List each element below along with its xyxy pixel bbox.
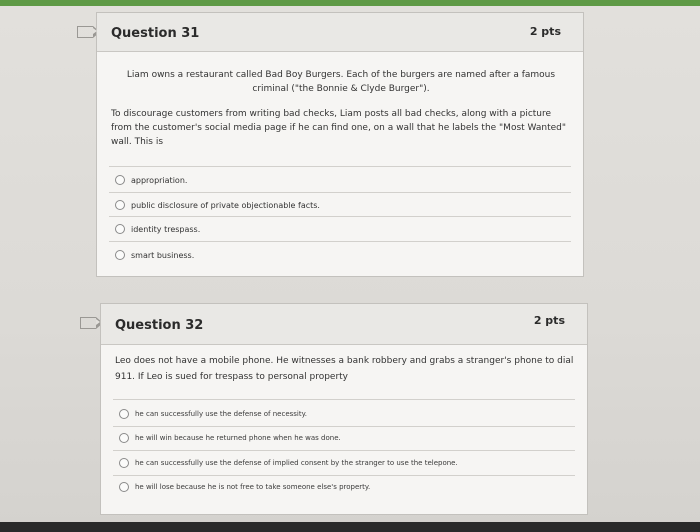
answer-option[interactable] <box>115 198 320 212</box>
question-line: from the customer's social media page if he can find one, on a wall that he labels the "Most Wanted" <box>111 123 566 133</box>
radio-button[interactable] <box>119 458 129 468</box>
question-card-31 <box>96 12 584 277</box>
flag-question-icon[interactable] <box>77 26 93 38</box>
question-title: Question 31 <box>111 26 200 41</box>
radio-button[interactable] <box>119 409 129 419</box>
answer-option[interactable] <box>119 407 307 421</box>
radio-button[interactable] <box>115 250 125 260</box>
question-line: Leo does not have a mobile phone. He witnesses a bank robbery and grabs a stranger's phone to dial <box>115 356 574 366</box>
question-card-32 <box>100 303 588 515</box>
answer-label: appropriation. <box>131 175 188 185</box>
answer-option[interactable] <box>115 248 194 262</box>
answer-option[interactable] <box>119 480 370 494</box>
radio-button[interactable] <box>115 224 125 234</box>
answer-option[interactable] <box>115 173 187 187</box>
radio-button[interactable] <box>119 433 129 443</box>
divider <box>109 166 571 167</box>
question-points: 2 pts <box>533 314 565 327</box>
question-points: 2 pts <box>529 25 561 38</box>
question-line: To discourage customers from writing bad checks, Liam posts all bad checks, along with a picture <box>111 109 552 119</box>
answer-label: he will win because he returned phone when he was done. <box>135 434 341 442</box>
prompt-line: Liam owns a restaurant called Bad Boy Burgers. Each of the burgers are named after a famous <box>126 70 556 80</box>
question-header <box>97 13 583 52</box>
radio-button[interactable] <box>119 482 129 492</box>
answer-label: he can successfully use the defense of necessity. <box>135 410 307 418</box>
divider <box>109 241 571 242</box>
question-title: Question 32 <box>115 318 204 333</box>
answer-label: he will lose because he is not free to take someone else's property. <box>135 483 371 491</box>
question-prompt <box>125 68 557 96</box>
divider <box>113 450 575 451</box>
answer-option[interactable] <box>115 222 200 236</box>
divider <box>113 426 575 427</box>
divider <box>109 216 571 217</box>
divider <box>113 475 575 476</box>
divider <box>109 192 571 193</box>
radio-button[interactable] <box>115 200 125 210</box>
question-text <box>111 107 571 149</box>
bottom-bezel <box>0 522 700 532</box>
question-line: wall. This is <box>111 137 164 147</box>
divider <box>113 399 575 400</box>
answer-option[interactable] <box>119 431 341 445</box>
prompt-line: criminal ("the Bonnie & Clyde Burger"). <box>252 84 430 94</box>
answer-label: identity trespass. <box>131 224 201 234</box>
question-line: 911. If Leo is sued for trespass to personal property <box>115 372 349 382</box>
question-header <box>101 304 587 345</box>
radio-button[interactable] <box>115 175 125 185</box>
question-text <box>115 353 585 385</box>
answer-option[interactable] <box>119 456 458 470</box>
answer-label: public disclosure of private objectionable facts. <box>131 200 320 210</box>
top-accent-bar <box>0 0 700 6</box>
flag-question-icon[interactable] <box>80 317 96 329</box>
answer-label: smart business. <box>131 250 195 260</box>
answer-label: he can successfully use the defense of implied consent by the stranger to use the telepone. <box>135 459 458 467</box>
